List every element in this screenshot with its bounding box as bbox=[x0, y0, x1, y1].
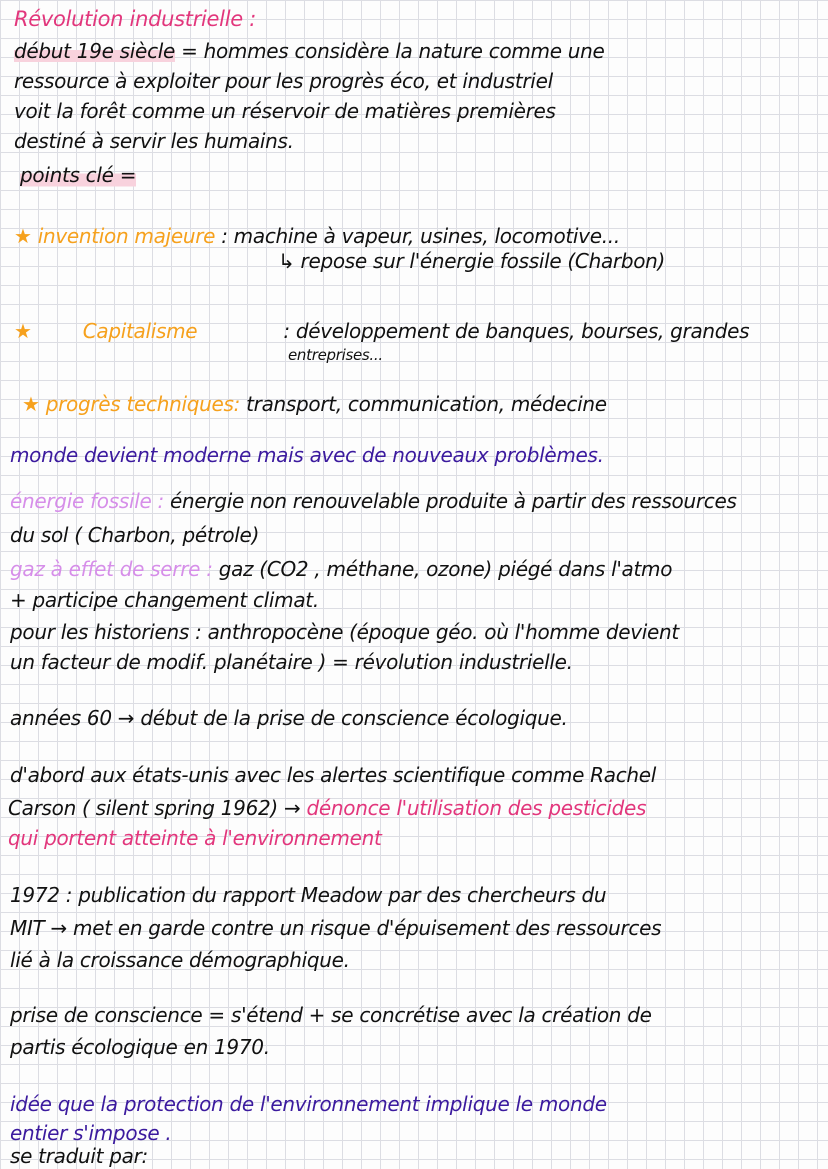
key-point-text: : machine à vapeur, usines, locomotive... bbox=[221, 224, 620, 248]
definition-text: gaz (CO2 , méthane, ozone) piégé dans l'atmo bbox=[218, 557, 673, 581]
abord-line-3: qui portent atteinte à l'environnement bbox=[8, 826, 382, 850]
key-point-progres bbox=[22, 391, 607, 417]
historiens-line-2: un facteur de modif. planétaire ) = révolution industrielle. bbox=[10, 650, 573, 674]
intro-line-4: destiné à servir les humains. bbox=[14, 129, 294, 153]
prise-line-2: partis écologique en 1970. bbox=[10, 1035, 270, 1059]
key-point-text: transport, communication, médecine bbox=[246, 392, 607, 416]
highlight-debut-siecle: début 19e siècle bbox=[14, 39, 176, 63]
1972-line-2: MIT → met en garde contre un risque d'épuisement des ressources bbox=[10, 916, 662, 940]
historiens-line-1: pour les historiens : anthropocène (époque géo. où l'homme devient bbox=[10, 620, 679, 644]
gaz-line-2: + participe changement climat. bbox=[10, 588, 319, 612]
intro-line-2: ressource à exploiter pour les progrès éco, et industriel bbox=[14, 69, 553, 93]
monde-line: monde devient moderne mais avec de nouveaux problèmes. bbox=[10, 443, 604, 467]
key-point-invention bbox=[14, 223, 620, 249]
intro-line-1 bbox=[14, 38, 605, 64]
star-icon: ★ bbox=[14, 319, 32, 343]
key-point-sub: ↳ repose sur l'énergie fossile (Charbon) bbox=[278, 249, 666, 273]
star-icon: ★ bbox=[14, 224, 32, 248]
key-point-label: Capitalisme bbox=[82, 319, 198, 343]
key-point-text: : développement de banques, bourses, grandes bbox=[283, 319, 750, 343]
definition-text: énergie non renouvelable produite à partir des ressources bbox=[170, 489, 737, 513]
star-icon: ★ bbox=[22, 392, 40, 416]
energie-line-1 bbox=[10, 488, 737, 514]
idee-line-2: entier s'impose . bbox=[10, 1121, 172, 1145]
pesticides-text: dénonce l'utilisation des pesticides bbox=[306, 796, 647, 820]
traduit-line: se traduit par: bbox=[10, 1144, 148, 1168]
annees-60-line: années 60 → début de la prise de conscience écologique. bbox=[10, 706, 568, 730]
key-point-label: invention majeure bbox=[37, 224, 216, 248]
key-point-sub: entreprises... bbox=[288, 346, 383, 364]
intro-line-3: voit la forêt comme un réservoir de matières premières bbox=[14, 99, 556, 123]
idee-line-1: idée que la protection de l'environnement implique le monde bbox=[10, 1092, 607, 1116]
energie-line-2: du sol ( Charbon, pétrole) bbox=[10, 523, 260, 547]
key-point-capitalisme bbox=[14, 318, 749, 344]
abord-line-1: d'abord aux états-unis avec les alertes scientifique comme Rachel bbox=[10, 763, 657, 787]
page-title: Révolution industrielle : bbox=[14, 7, 257, 31]
carson-text: Carson ( silent spring 1962) → bbox=[8, 796, 301, 820]
1972-line-1: 1972 : publication du rapport Meadow par des chercheurs du bbox=[10, 883, 607, 907]
term-energie-fossile: énergie fossile : bbox=[10, 489, 164, 513]
gaz-line-1 bbox=[10, 556, 672, 582]
term-gaz-effet-serre: gaz à effet de serre : bbox=[10, 557, 213, 581]
points-cle-heading: points clé = bbox=[20, 163, 137, 187]
key-point-label: progrès techniques: bbox=[45, 392, 241, 416]
abord-line-2 bbox=[8, 795, 646, 821]
prise-line-1: prise de conscience = s'étend + se concrétise avec la création de bbox=[10, 1003, 652, 1027]
1972-line-3: lié à la croissance démographique. bbox=[10, 948, 350, 972]
intro-text: = hommes considère la nature comme une bbox=[181, 39, 605, 63]
